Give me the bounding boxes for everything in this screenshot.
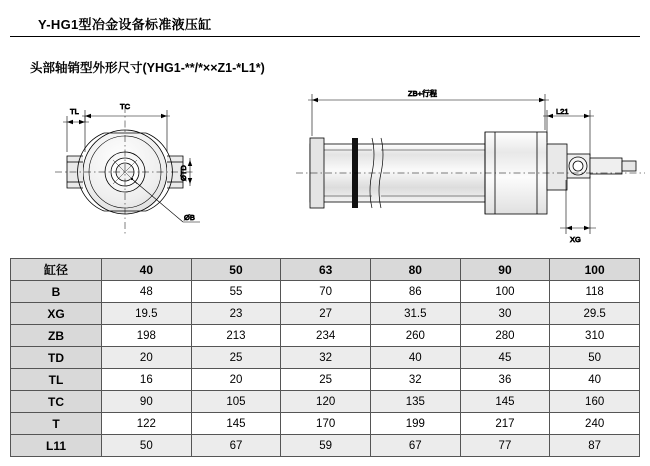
cell-zb-80: 260 (370, 325, 460, 347)
cell-td-80: 40 (370, 347, 460, 369)
cell-tl-50: 20 (191, 369, 281, 391)
cell-td-40: 20 (102, 347, 192, 369)
table-row (11, 391, 640, 413)
technical-drawing (0, 76, 650, 252)
cell-b-90: 100 (460, 281, 550, 303)
cell-xg-50: 23 (191, 303, 281, 325)
dim-label-l21: L21 (556, 107, 569, 116)
table-row (11, 347, 640, 369)
cell-zb-90: 280 (460, 325, 550, 347)
cell-zb-50: 213 (191, 325, 281, 347)
cell-l11-90: 77 (460, 435, 550, 457)
header-cell-40: 40 (102, 259, 192, 281)
header-cell-63: 63 (281, 259, 371, 281)
cell-td-63: 32 (281, 347, 371, 369)
dim-label-b: ØB (184, 213, 195, 222)
cell-t-40: 122 (102, 413, 192, 435)
cell-tc-50: 105 (191, 391, 281, 413)
cell-zb-63: 234 (281, 325, 371, 347)
cell-zb-100: 310 (550, 325, 640, 347)
cell-t-50: 145 (191, 413, 281, 435)
table-row (11, 413, 640, 435)
row-label-l11: L11 (11, 435, 102, 457)
cell-td-100: 50 (550, 347, 640, 369)
cell-xg-40: 19.5 (102, 303, 192, 325)
dim-label-zb: ZB+行程 (408, 89, 437, 98)
cell-l11-100: 87 (550, 435, 640, 457)
cell-xg-80: 31.5 (370, 303, 460, 325)
cell-tl-100: 40 (550, 369, 640, 391)
table-row (11, 303, 640, 325)
table-row (11, 325, 640, 347)
row-label-xg: XG (11, 303, 102, 325)
header-cell-100: 100 (550, 259, 640, 281)
cell-xg-63: 27 (281, 303, 371, 325)
cell-l11-40: 50 (102, 435, 192, 457)
cell-t-63: 170 (281, 413, 371, 435)
table-row (11, 435, 640, 457)
cell-td-50: 25 (191, 347, 281, 369)
dim-label-xg: XG (570, 235, 581, 244)
dim-label-tc: TC (120, 102, 130, 111)
cell-tc-40: 90 (102, 391, 192, 413)
header-cell-bore: 缸径 (11, 259, 102, 281)
cell-b-40: 48 (102, 281, 192, 303)
row-label-t: T (11, 413, 102, 435)
section-subtitle: 头部轴销型外形尺寸(YHG1-**/*××Z1-*L1*) (30, 61, 265, 75)
table-row (11, 281, 640, 303)
cell-t-100: 240 (550, 413, 640, 435)
cell-xg-100: 29.5 (550, 303, 640, 325)
table-row (11, 369, 640, 391)
cell-tl-63: 25 (281, 369, 371, 391)
cell-tl-90: 36 (460, 369, 550, 391)
cell-l11-50: 67 (191, 435, 281, 457)
page-title: Y-HG1型冶金设备标准液压缸 (38, 17, 212, 32)
dim-label-td: ØTD (179, 165, 188, 181)
cell-l11-80: 67 (370, 435, 460, 457)
cell-b-100: 118 (550, 281, 640, 303)
title-divider (10, 36, 640, 37)
row-label-zb: ZB (11, 325, 102, 347)
header-cell-50: 50 (191, 259, 281, 281)
cell-tc-100: 160 (550, 391, 640, 413)
specification-table-wrap (10, 258, 640, 457)
cell-b-50: 55 (191, 281, 281, 303)
cell-td-90: 45 (460, 347, 550, 369)
row-label-tc: TC (11, 391, 102, 413)
cell-tc-80: 135 (370, 391, 460, 413)
cell-tc-63: 120 (281, 391, 371, 413)
cell-xg-90: 30 (460, 303, 550, 325)
cell-b-80: 86 (370, 281, 460, 303)
header-cell-90: 90 (460, 259, 550, 281)
row-label-tl: TL (11, 369, 102, 391)
cell-tl-80: 32 (370, 369, 460, 391)
cell-tl-40: 16 (102, 369, 192, 391)
header-cell-80: 80 (370, 259, 460, 281)
cell-tc-90: 145 (460, 391, 550, 413)
row-label-b: B (11, 281, 102, 303)
cell-l11-63: 59 (281, 435, 371, 457)
dim-label-tl: TL (70, 107, 79, 116)
table-header-row (11, 259, 640, 281)
cell-t-80: 199 (370, 413, 460, 435)
cell-b-63: 70 (281, 281, 371, 303)
cell-t-90: 217 (460, 413, 550, 435)
cell-zb-40: 198 (102, 325, 192, 347)
specification-table (10, 258, 640, 457)
row-label-td: TD (11, 347, 102, 369)
